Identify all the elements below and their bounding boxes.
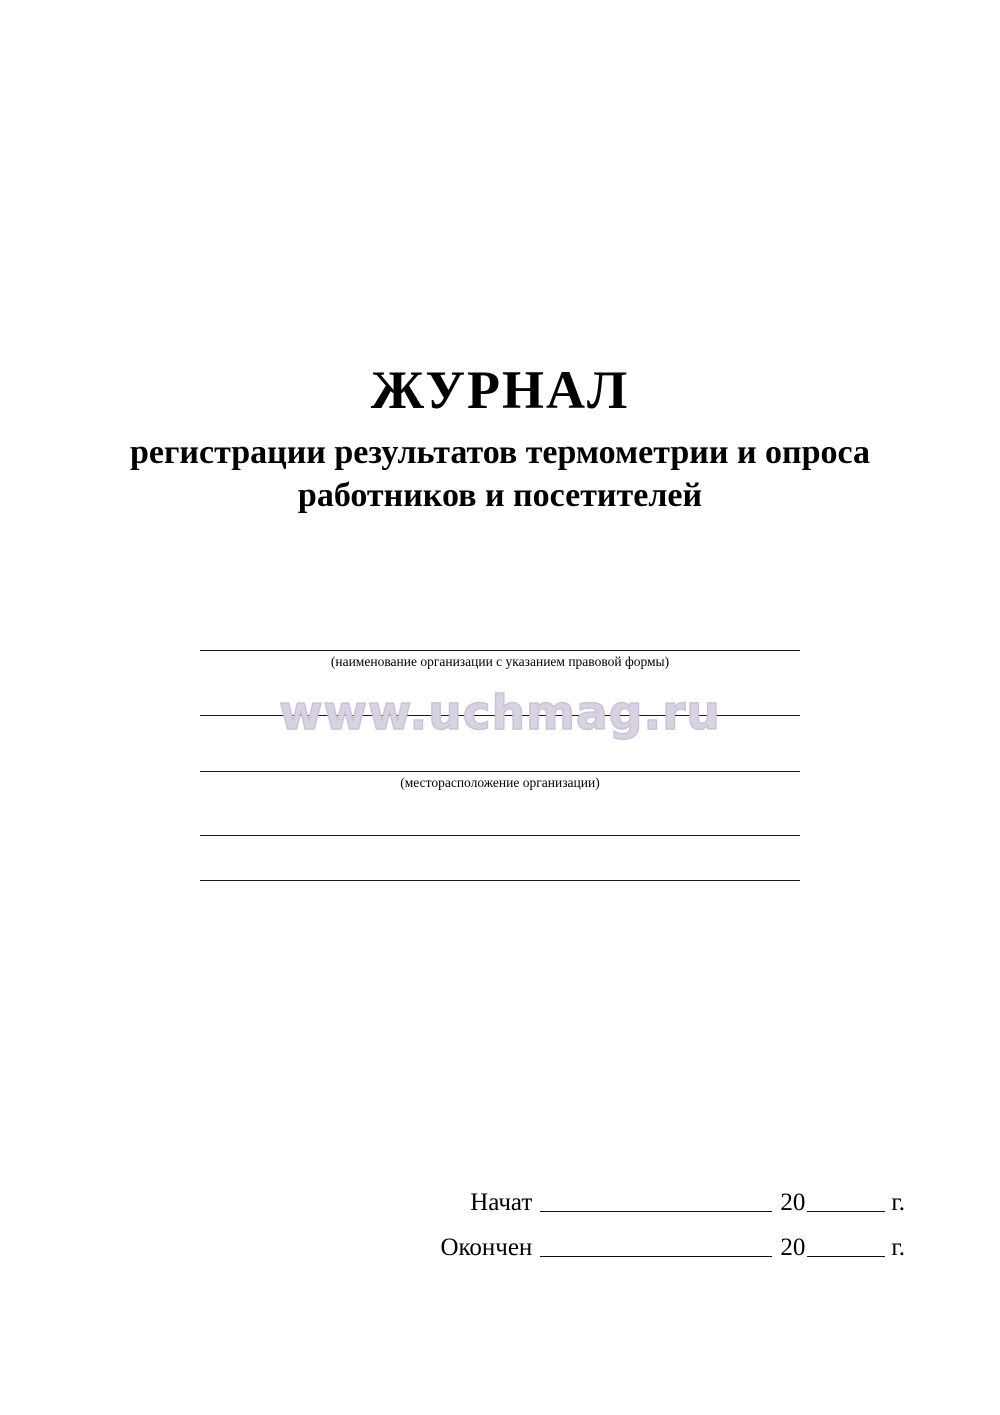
- started-year-prefix: 20: [780, 1189, 806, 1216]
- started-label: Начат: [470, 1189, 533, 1216]
- finished-year-field[interactable]: [807, 1256, 885, 1257]
- finished-label: Окончен: [440, 1234, 533, 1261]
- watermark: www.uchmag.ru: [279, 686, 721, 741]
- started-date-field[interactable]: [540, 1211, 772, 1212]
- location-line-3[interactable]: [200, 880, 800, 881]
- finished-year-prefix: 20: [780, 1234, 806, 1261]
- finished-year-suffix: г.: [891, 1234, 905, 1261]
- started-year-suffix: г.: [891, 1189, 905, 1216]
- footer-dates: [0, 1190, 1000, 1280]
- started-row: [0, 1190, 1000, 1217]
- page-title: ЖУРНАЛ: [370, 360, 630, 420]
- organization-caption: (наименование организации с указанием правовой формы): [330, 654, 670, 669]
- started-year-field[interactable]: [807, 1211, 885, 1212]
- finished-date-field[interactable]: [540, 1256, 772, 1257]
- location-caption: (месторасположение организации): [400, 774, 600, 790]
- title-block: [0, 362, 1000, 518]
- finished-row: [0, 1235, 1000, 1262]
- fill-in-area: [200, 650, 800, 881]
- page-subtitle: регистрации результатов термометрии и опроса работников и посетителей: [129, 433, 871, 515]
